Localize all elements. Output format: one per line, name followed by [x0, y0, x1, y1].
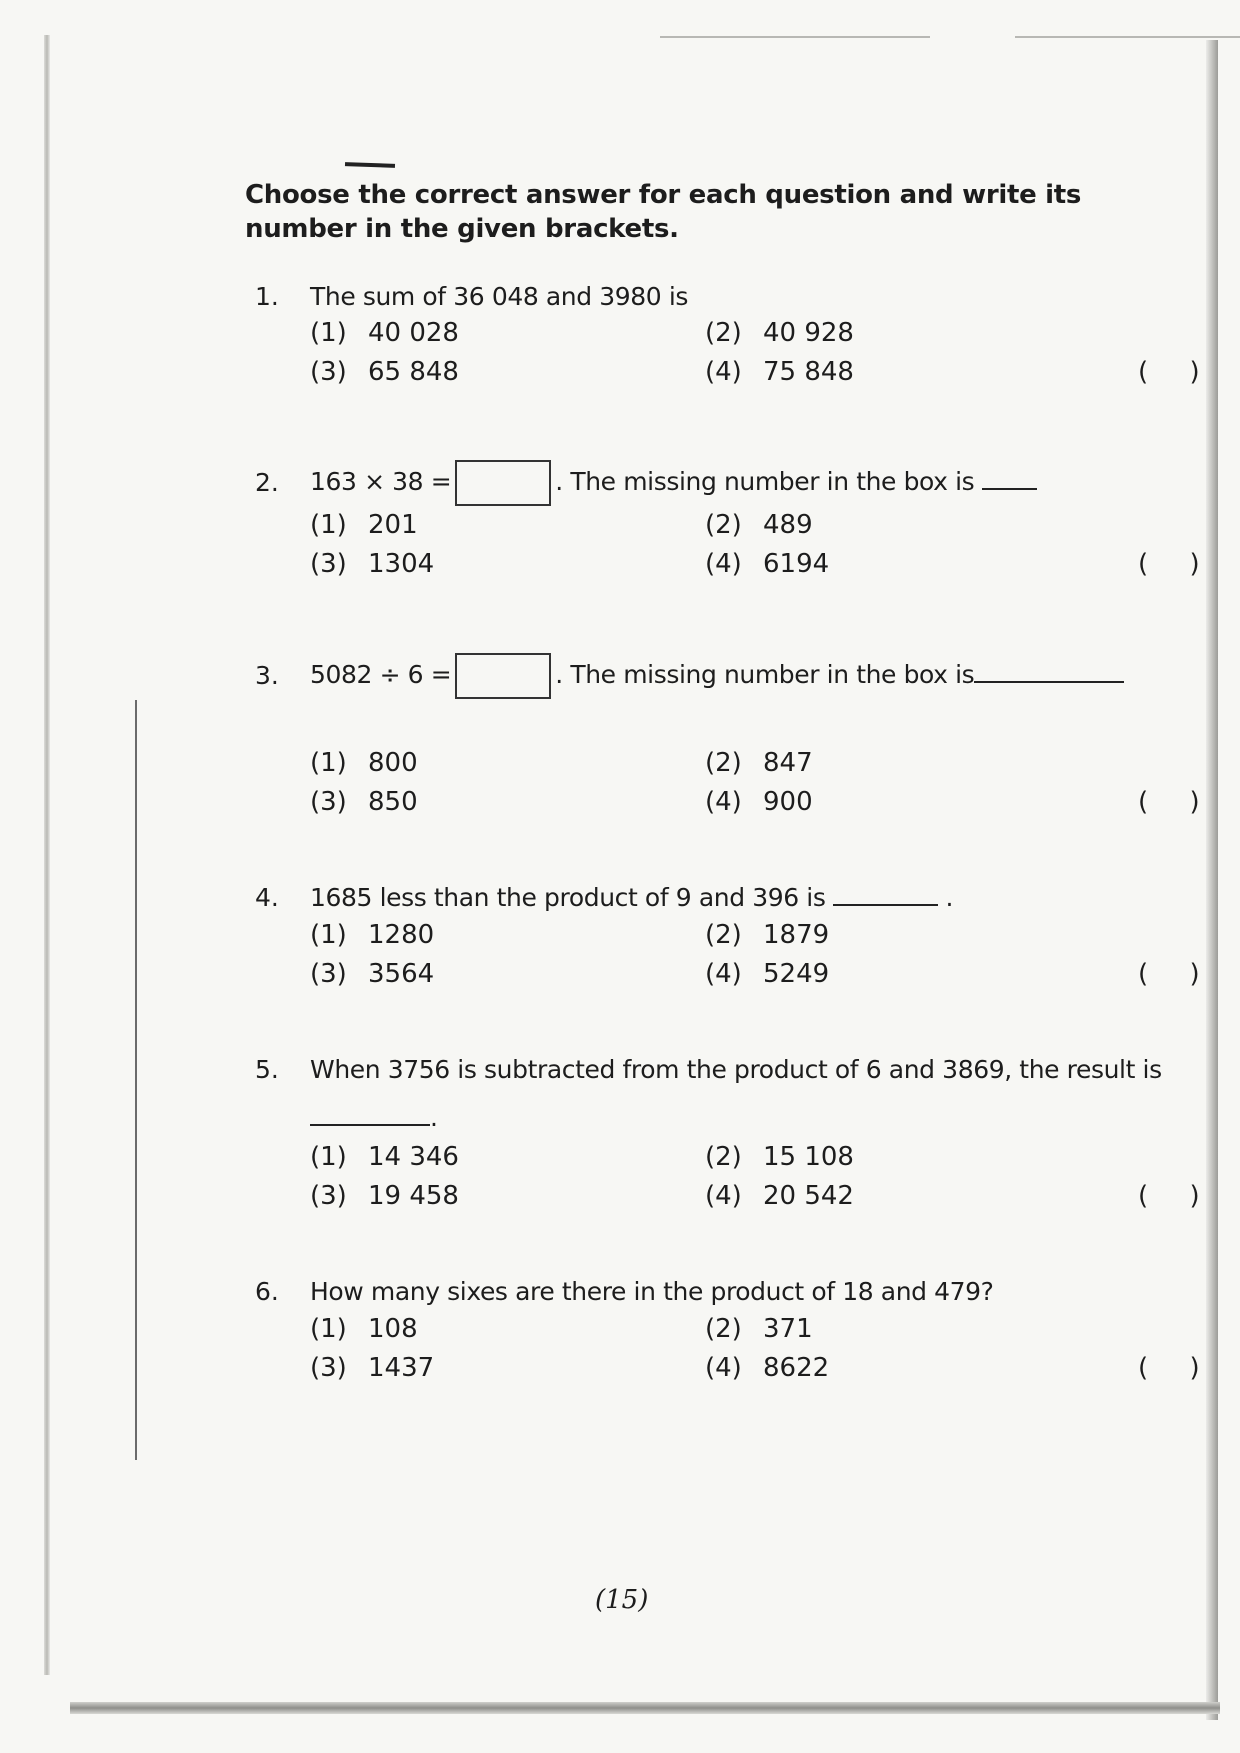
- option-3: (3) 1437: [310, 1353, 435, 1383]
- question-number: 6.: [255, 1277, 279, 1306]
- scan-edge-right: [1206, 40, 1218, 1720]
- option-2: (2) 489: [705, 510, 813, 540]
- answer-box[interactable]: [455, 460, 551, 506]
- option-4: (4) 900: [705, 787, 813, 817]
- option-4: (4) 20 542: [705, 1181, 854, 1211]
- scan-top-line: [660, 36, 930, 38]
- pen-mark: [345, 162, 395, 168]
- scan-edge-bottom: [70, 1702, 1220, 1714]
- question-number: 2.: [255, 468, 279, 497]
- option-1: (1) 800: [310, 748, 418, 778]
- instruction-text: Choose the correct answer for each question and write its number in the given brackets.: [245, 180, 1082, 244]
- option-2: (2) 371: [705, 1314, 813, 1344]
- option-3: (3) 19 458: [310, 1181, 459, 1211]
- scan-edge-left: [44, 35, 50, 1675]
- option-1: (1) 201: [310, 510, 418, 540]
- answer-brackets[interactable]: ( ): [1138, 1353, 1200, 1383]
- answer-brackets[interactable]: ( ): [1138, 549, 1200, 579]
- option-3: (3) 1304: [310, 549, 435, 579]
- question-text: How many sixes are there in the product of 18 and 479?: [310, 1277, 994, 1306]
- option-4: (4) 6194: [705, 549, 830, 579]
- option-2: (2) 40 928: [705, 318, 854, 348]
- question-text: The sum of 36 048 and 3980 is: [310, 282, 688, 311]
- option-1: (1) 1280: [310, 920, 435, 950]
- answer-brackets[interactable]: ( ): [1138, 357, 1200, 387]
- option-3: (3) 850: [310, 787, 418, 817]
- margin-line: [135, 700, 137, 1460]
- question-text: 1685 less than the product of 9 and 396 is .: [310, 883, 954, 912]
- answer-brackets[interactable]: ( ): [1138, 1181, 1200, 1211]
- option-1: (1) 40 028: [310, 318, 459, 348]
- answer-box[interactable]: [455, 653, 551, 699]
- answer-brackets[interactable]: ( ): [1138, 787, 1200, 817]
- question-number: 4.: [255, 883, 279, 912]
- option-4: (4) 8622: [705, 1353, 830, 1383]
- question-number: 5.: [255, 1055, 279, 1084]
- scan-top-line: [1015, 36, 1240, 38]
- option-3: (3) 3564: [310, 959, 435, 989]
- answer-brackets[interactable]: ( ): [1138, 959, 1200, 989]
- option-1: (1) 14 346: [310, 1142, 459, 1172]
- question-text: 5082 ÷ 6 = . The missing number in the box is: [310, 653, 1124, 699]
- answer-blank: .: [310, 1103, 438, 1132]
- option-4: (4) 5249: [705, 959, 830, 989]
- question-number: 3.: [255, 661, 279, 690]
- question-number: 1.: [255, 282, 279, 311]
- option-4: (4) 75 848: [705, 357, 854, 387]
- option-1: (1) 108: [310, 1314, 418, 1344]
- option-2: (2) 847: [705, 748, 813, 778]
- option-2: (2) 1879: [705, 920, 830, 950]
- page-number: (15): [595, 1585, 649, 1615]
- question-text: 163 × 38 = . The missing number in the box is: [310, 460, 1037, 506]
- option-3: (3) 65 848: [310, 357, 459, 387]
- option-2: (2) 15 108: [705, 1142, 854, 1172]
- question-text: When 3756 is subtracted from the product of 6 and 3869, the result is: [310, 1055, 1162, 1084]
